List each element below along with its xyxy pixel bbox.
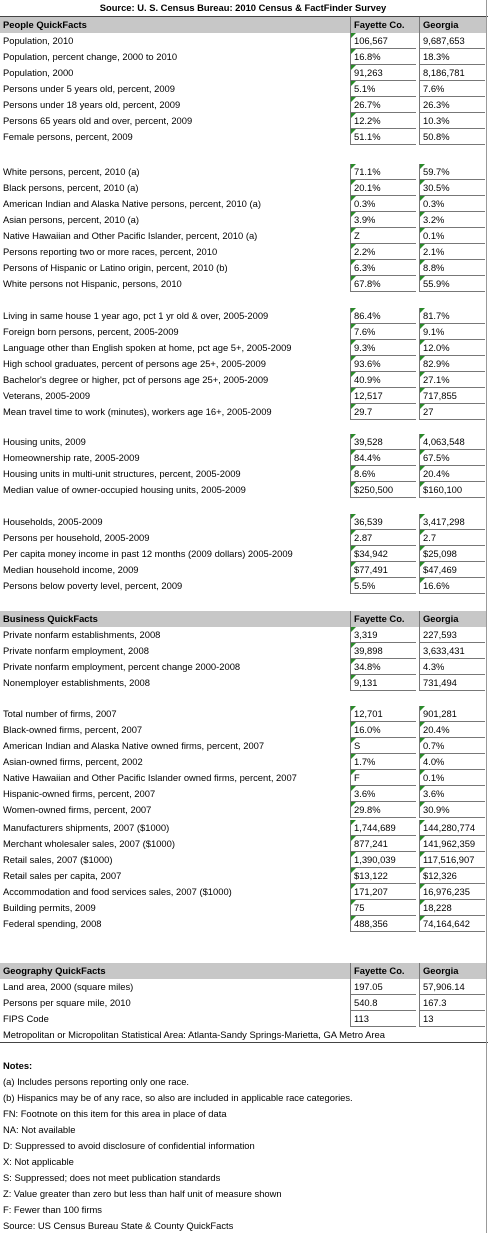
georgia-value: 3,633,431: [419, 643, 485, 659]
georgia-value: 30.9%: [419, 802, 485, 818]
row-label: Black persons, percent, 2010 (a): [3, 182, 139, 193]
fayette-value: 1.7%: [350, 754, 416, 770]
georgia-value: 16.6%: [419, 578, 485, 594]
row-label: Population, percent change, 2000 to 2010: [3, 51, 178, 62]
table-row: [0, 65, 488, 81]
fayette-value: $77,491: [350, 562, 416, 578]
georgia-value: 81.7%: [419, 308, 485, 324]
row-label: Median household income, 2009: [3, 564, 139, 575]
section-header-row: [0, 963, 488, 979]
table-row: [0, 643, 488, 659]
row-label: Housing units in multi-unit structures, percent, 2005-2009: [3, 468, 241, 479]
georgia-value: 901,281: [419, 706, 485, 722]
row-label: Private nonfarm employment, percent change 2000-2008: [3, 661, 241, 672]
fayette-value: $34,942: [350, 546, 416, 562]
fayette-value: 16.0%: [350, 722, 416, 738]
table-row: [0, 372, 488, 388]
table-row: [0, 113, 488, 129]
fayette-value: 488,356: [350, 916, 416, 932]
table-row: [0, 260, 488, 276]
table-row: [0, 578, 488, 594]
note-line: D: Suppressed to avoid disclosure of confidential information: [3, 1140, 255, 1151]
row-label: FIPS Code: [3, 1013, 49, 1024]
section-header-row: [0, 17, 488, 33]
row-label: American Indian and Alaska Native persons, percent, 2010 (a): [3, 198, 261, 209]
fayette-value: $13,122: [350, 868, 416, 884]
table-row: [0, 820, 488, 836]
fayette-value: 7.6%: [350, 324, 416, 340]
fayette-value: 93.6%: [350, 356, 416, 372]
row-label: Per capita money income in past 12 months (2009 dollars) 2005-2009: [3, 548, 293, 559]
row-label: Retail sales, 2007 ($1000): [3, 854, 113, 865]
georgia-value: 20.4%: [419, 466, 485, 482]
georgia-value: 731,494: [419, 675, 485, 691]
table-row: [0, 979, 488, 995]
table-row: [0, 212, 488, 228]
fayette-value: 106,567: [350, 33, 416, 49]
section-divider: [0, 1042, 488, 1043]
table-row: [0, 706, 488, 722]
table-row: [0, 388, 488, 404]
georgia-value: 0.3%: [419, 196, 485, 212]
table-row: [0, 434, 488, 450]
georgia-value: 0.7%: [419, 738, 485, 754]
fayette-value: 540.8: [350, 995, 416, 1011]
row-label: Merchant wholesaler sales, 2007 ($1000): [3, 838, 175, 849]
sheet-title: Source: U. S. Census Bureau: 2010 Census & FactFinder Survey: [99, 2, 387, 13]
georgia-value: 0.1%: [419, 228, 485, 244]
note-line: S: Suppressed; does not meet publication standards: [3, 1172, 221, 1183]
fayette-value: 39,528: [350, 434, 416, 450]
georgia-value: 30.5%: [419, 180, 485, 196]
row-label: Population, 2010: [3, 35, 74, 46]
fayette-value: 9.3%: [350, 340, 416, 356]
table-row: [0, 722, 488, 738]
fayette-value: 9,131: [350, 675, 416, 691]
georgia-value: 3,417,298: [419, 514, 485, 530]
georgia-value: 141,962,359: [419, 836, 485, 852]
row-label: Manufacturers shipments, 2007 ($1000): [3, 822, 170, 833]
section-header-label: Geography QuickFacts: [3, 965, 106, 976]
row-label: Women-owned firms, percent, 2007: [3, 804, 152, 815]
fayette-value: 171,207: [350, 884, 416, 900]
fayette-value: F: [350, 770, 416, 786]
fayette-value: 6.3%: [350, 260, 416, 276]
georgia-value: 3.6%: [419, 786, 485, 802]
georgia-value: $47,469: [419, 562, 485, 578]
fayette-value: 1,744,689: [350, 820, 416, 836]
table-row: [0, 836, 488, 852]
note-line: NA: Not available: [3, 1124, 76, 1135]
fayette-value: 2.2%: [350, 244, 416, 260]
fayette-value: 5.5%: [350, 578, 416, 594]
row-label: High school graduates, percent of persons age 25+, 2005-2009: [3, 358, 266, 369]
table-row: [0, 450, 488, 466]
table-row: [0, 404, 488, 420]
fayette-value: 29.8%: [350, 802, 416, 818]
georgia-value: 9.1%: [419, 324, 485, 340]
georgia-value: 167.3: [419, 995, 485, 1011]
row-label: Mean travel time to work (minutes), workers age 16+, 2005-2009: [3, 406, 272, 417]
fayette-value: 36,539: [350, 514, 416, 530]
georgia-value: 717,855: [419, 388, 485, 404]
fayette-value: 113: [350, 1011, 416, 1027]
fayette-value: 51.1%: [350, 129, 416, 145]
table-row: [0, 308, 488, 324]
georgia-value: $12,326: [419, 868, 485, 884]
fayette-value: 20.1%: [350, 180, 416, 196]
georgia-value: 50.8%: [419, 129, 485, 145]
column-header-fayette: Fayette Co.: [350, 17, 416, 33]
row-label: Female persons, percent, 2009: [3, 131, 133, 142]
fayette-value: 29.7: [350, 404, 416, 420]
row-label: Asian persons, percent, 2010 (a): [3, 214, 140, 225]
table-row: [0, 530, 488, 546]
note-line: FN: Footnote on this item for this area in place of data: [3, 1108, 227, 1119]
row-label: Federal spending, 2008: [3, 918, 102, 929]
georgia-value: 9,687,653: [419, 33, 485, 49]
row-label: Persons per household, 2005-2009: [3, 532, 150, 543]
table-row: [0, 659, 488, 675]
georgia-value: 82.9%: [419, 356, 485, 372]
row-label: Homeownership rate, 2005-2009: [3, 452, 140, 463]
georgia-value: 67.5%: [419, 450, 485, 466]
row-label: Hispanic-owned firms, percent, 2007: [3, 788, 156, 799]
georgia-value: 74,164,642: [419, 916, 485, 932]
table-row: [0, 340, 488, 356]
notes-title: Notes:: [3, 1060, 33, 1071]
fayette-value: $250,500: [350, 482, 416, 498]
fayette-value: 71.1%: [350, 164, 416, 180]
table-row: [0, 738, 488, 754]
fayette-value: 16.8%: [350, 49, 416, 65]
row-label: Accommodation and food services sales, 2007 ($1000): [3, 886, 232, 897]
row-label: Persons below poverty level, percent, 2009: [3, 580, 183, 591]
row-label: Population, 2000: [3, 67, 74, 78]
fayette-value: Z: [350, 228, 416, 244]
note-line: (b) Hispanics may be of any race, so also are included in applicable race categories.: [3, 1092, 353, 1103]
row-label: Building permits, 2009: [3, 902, 96, 913]
table-row: [0, 324, 488, 340]
note-line: Z: Value greater than zero but less than half unit of measure shown: [3, 1188, 282, 1199]
georgia-value: 13: [419, 1011, 485, 1027]
georgia-value: 18.3%: [419, 49, 485, 65]
note-line: F: Fewer than 100 firms: [3, 1204, 102, 1215]
georgia-value: $160,100: [419, 482, 485, 498]
table-row: [0, 770, 488, 786]
table-row: [0, 802, 488, 818]
fayette-value: 3.6%: [350, 786, 416, 802]
right-border: [486, 0, 487, 1233]
fayette-value: 1,390,039: [350, 852, 416, 868]
georgia-value: 7.6%: [419, 81, 485, 97]
table-row: [0, 276, 488, 292]
row-label: Retail sales per capita, 2007: [3, 870, 122, 881]
row-label: Living in same house 1 year ago, pct 1 yr old & over, 2005-2009: [3, 310, 269, 321]
fayette-value: 40.9%: [350, 372, 416, 388]
georgia-value: 18,228: [419, 900, 485, 916]
georgia-value: 4.3%: [419, 659, 485, 675]
row-label: Total number of firms, 2007: [3, 708, 117, 719]
table-row: [0, 900, 488, 916]
fayette-value: 39,898: [350, 643, 416, 659]
table-row: [0, 33, 488, 49]
georgia-value: 8,186,781: [419, 65, 485, 81]
note-line: Source: US Census Bureau State & County QuickFacts: [3, 1220, 234, 1231]
row-label: Persons of Hispanic or Latino origin, percent, 2010 (b): [3, 262, 228, 273]
fayette-value: 197.05: [350, 979, 416, 995]
fayette-value: 26.7%: [350, 97, 416, 113]
table-row: [0, 356, 488, 372]
table-row: [0, 546, 488, 562]
metro-area-text: Metropolitan or Micropolitan Statistical Area: Atlanta-Sandy Springs-Marietta, GA Metro Area: [3, 1029, 385, 1040]
table-row: [0, 562, 488, 578]
fayette-value: 12,517: [350, 388, 416, 404]
fayette-value: 34.8%: [350, 659, 416, 675]
row-label: Veterans, 2005-2009: [3, 390, 91, 401]
georgia-value: 2.1%: [419, 244, 485, 260]
row-label: White persons not Hispanic, persons, 2010: [3, 278, 182, 289]
table-row: [0, 129, 488, 145]
row-label: Private nonfarm employment, 2008: [3, 645, 149, 656]
fayette-value: 12.2%: [350, 113, 416, 129]
table-row: [0, 627, 488, 643]
note-line: (a) Includes persons reporting only one race.: [3, 1076, 190, 1087]
row-label: Persons under 18 years old, percent, 2009: [3, 99, 181, 110]
table-row: [0, 49, 488, 65]
georgia-value: 10.3%: [419, 113, 485, 129]
table-row: [0, 884, 488, 900]
georgia-value: 57,906.14: [419, 979, 485, 995]
georgia-value: 4,063,548: [419, 434, 485, 450]
georgia-value: 27: [419, 404, 485, 420]
georgia-value: 26.3%: [419, 97, 485, 113]
row-label: White persons, percent, 2010 (a): [3, 166, 140, 177]
row-label: Language other than English spoken at home, pct age 5+, 2005-2009: [3, 342, 292, 353]
fayette-value: 84.4%: [350, 450, 416, 466]
georgia-value: 227,593: [419, 627, 485, 643]
table-row: [0, 868, 488, 884]
georgia-value: 20.4%: [419, 722, 485, 738]
table-row: [0, 995, 488, 1011]
georgia-value: 144,280,774: [419, 820, 485, 836]
georgia-value: 59.7%: [419, 164, 485, 180]
row-label: Households, 2005-2009: [3, 516, 103, 527]
georgia-value: 3.2%: [419, 212, 485, 228]
section-header-label: People QuickFacts: [3, 19, 87, 30]
georgia-value: 8.8%: [419, 260, 485, 276]
table-row: [0, 180, 488, 196]
table-row: [0, 466, 488, 482]
georgia-value: 55.9%: [419, 276, 485, 292]
table-row: [0, 81, 488, 97]
row-label: Asian-owned firms, percent, 2002: [3, 756, 143, 767]
georgia-value: 16,976,235: [419, 884, 485, 900]
row-label: Native Hawaiian and Other Pacific Islander, percent, 2010 (a): [3, 230, 258, 241]
fayette-value: 75: [350, 900, 416, 916]
row-label: Housing units, 2009: [3, 436, 86, 447]
row-label: Median value of owner-occupied housing units, 2005-2009: [3, 484, 246, 495]
row-label: Black-owned firms, percent, 2007: [3, 724, 143, 735]
fayette-value: 67.8%: [350, 276, 416, 292]
row-label: Land area, 2000 (square miles): [3, 981, 134, 992]
table-row: [0, 852, 488, 868]
fayette-value: 86.4%: [350, 308, 416, 324]
georgia-value: 4.0%: [419, 754, 485, 770]
georgia-value: 0.1%: [419, 770, 485, 786]
table-row: [0, 786, 488, 802]
table-row: [0, 244, 488, 260]
row-label: Persons per square mile, 2010: [3, 997, 131, 1008]
fayette-value: 877,241: [350, 836, 416, 852]
fayette-value: 8.6%: [350, 466, 416, 482]
table-row: [0, 196, 488, 212]
table-row: [0, 675, 488, 691]
row-label: Nonemployer establishments, 2008: [3, 677, 150, 688]
row-label: Private nonfarm establishments, 2008: [3, 629, 161, 640]
column-header-fayette: Fayette Co.: [350, 611, 416, 627]
table-row: [0, 514, 488, 530]
fayette-value: S: [350, 738, 416, 754]
row-label: Persons under 5 years old, percent, 2009: [3, 83, 175, 94]
table-row: [0, 482, 488, 498]
georgia-value: 2.7: [419, 530, 485, 546]
column-header-georgia: Georgia: [419, 611, 485, 627]
section-header-label: Business QuickFacts: [3, 613, 98, 624]
fayette-value: 3,319: [350, 627, 416, 643]
fayette-value: 5.1%: [350, 81, 416, 97]
column-header-fayette: Fayette Co.: [350, 963, 416, 979]
georgia-value: $25,098: [419, 546, 485, 562]
row-label: Bachelor's degree or higher, pct of persons age 25+, 2005-2009: [3, 374, 269, 385]
table-row: [0, 1011, 488, 1027]
column-header-georgia: Georgia: [419, 17, 485, 33]
fayette-value: 91,263: [350, 65, 416, 81]
georgia-value: 117,516,907: [419, 852, 485, 868]
table-row: [0, 164, 488, 180]
note-line: X: Not applicable: [3, 1156, 74, 1167]
table-row: [0, 916, 488, 932]
table-row: [0, 228, 488, 244]
row-label: Native Hawaiian and Other Pacific Islander owned firms, percent, 2007: [3, 772, 297, 783]
column-header-georgia: Georgia: [419, 963, 485, 979]
row-label: American Indian and Alaska Native owned firms, percent, 2007: [3, 740, 265, 751]
georgia-value: 12.0%: [419, 340, 485, 356]
section-header-row: [0, 611, 488, 627]
fayette-value: 3.9%: [350, 212, 416, 228]
row-label: Persons 65 years old and over, percent, 2009: [3, 115, 193, 126]
fayette-value: 0.3%: [350, 196, 416, 212]
fayette-value: 2.87: [350, 530, 416, 546]
row-label: Persons reporting two or more races, percent, 2010: [3, 246, 218, 257]
row-label: Foreign born persons, percent, 2005-2009: [3, 326, 179, 337]
table-row: [0, 754, 488, 770]
fayette-value: 12,701: [350, 706, 416, 722]
table-row: [0, 97, 488, 113]
georgia-value: 27.1%: [419, 372, 485, 388]
